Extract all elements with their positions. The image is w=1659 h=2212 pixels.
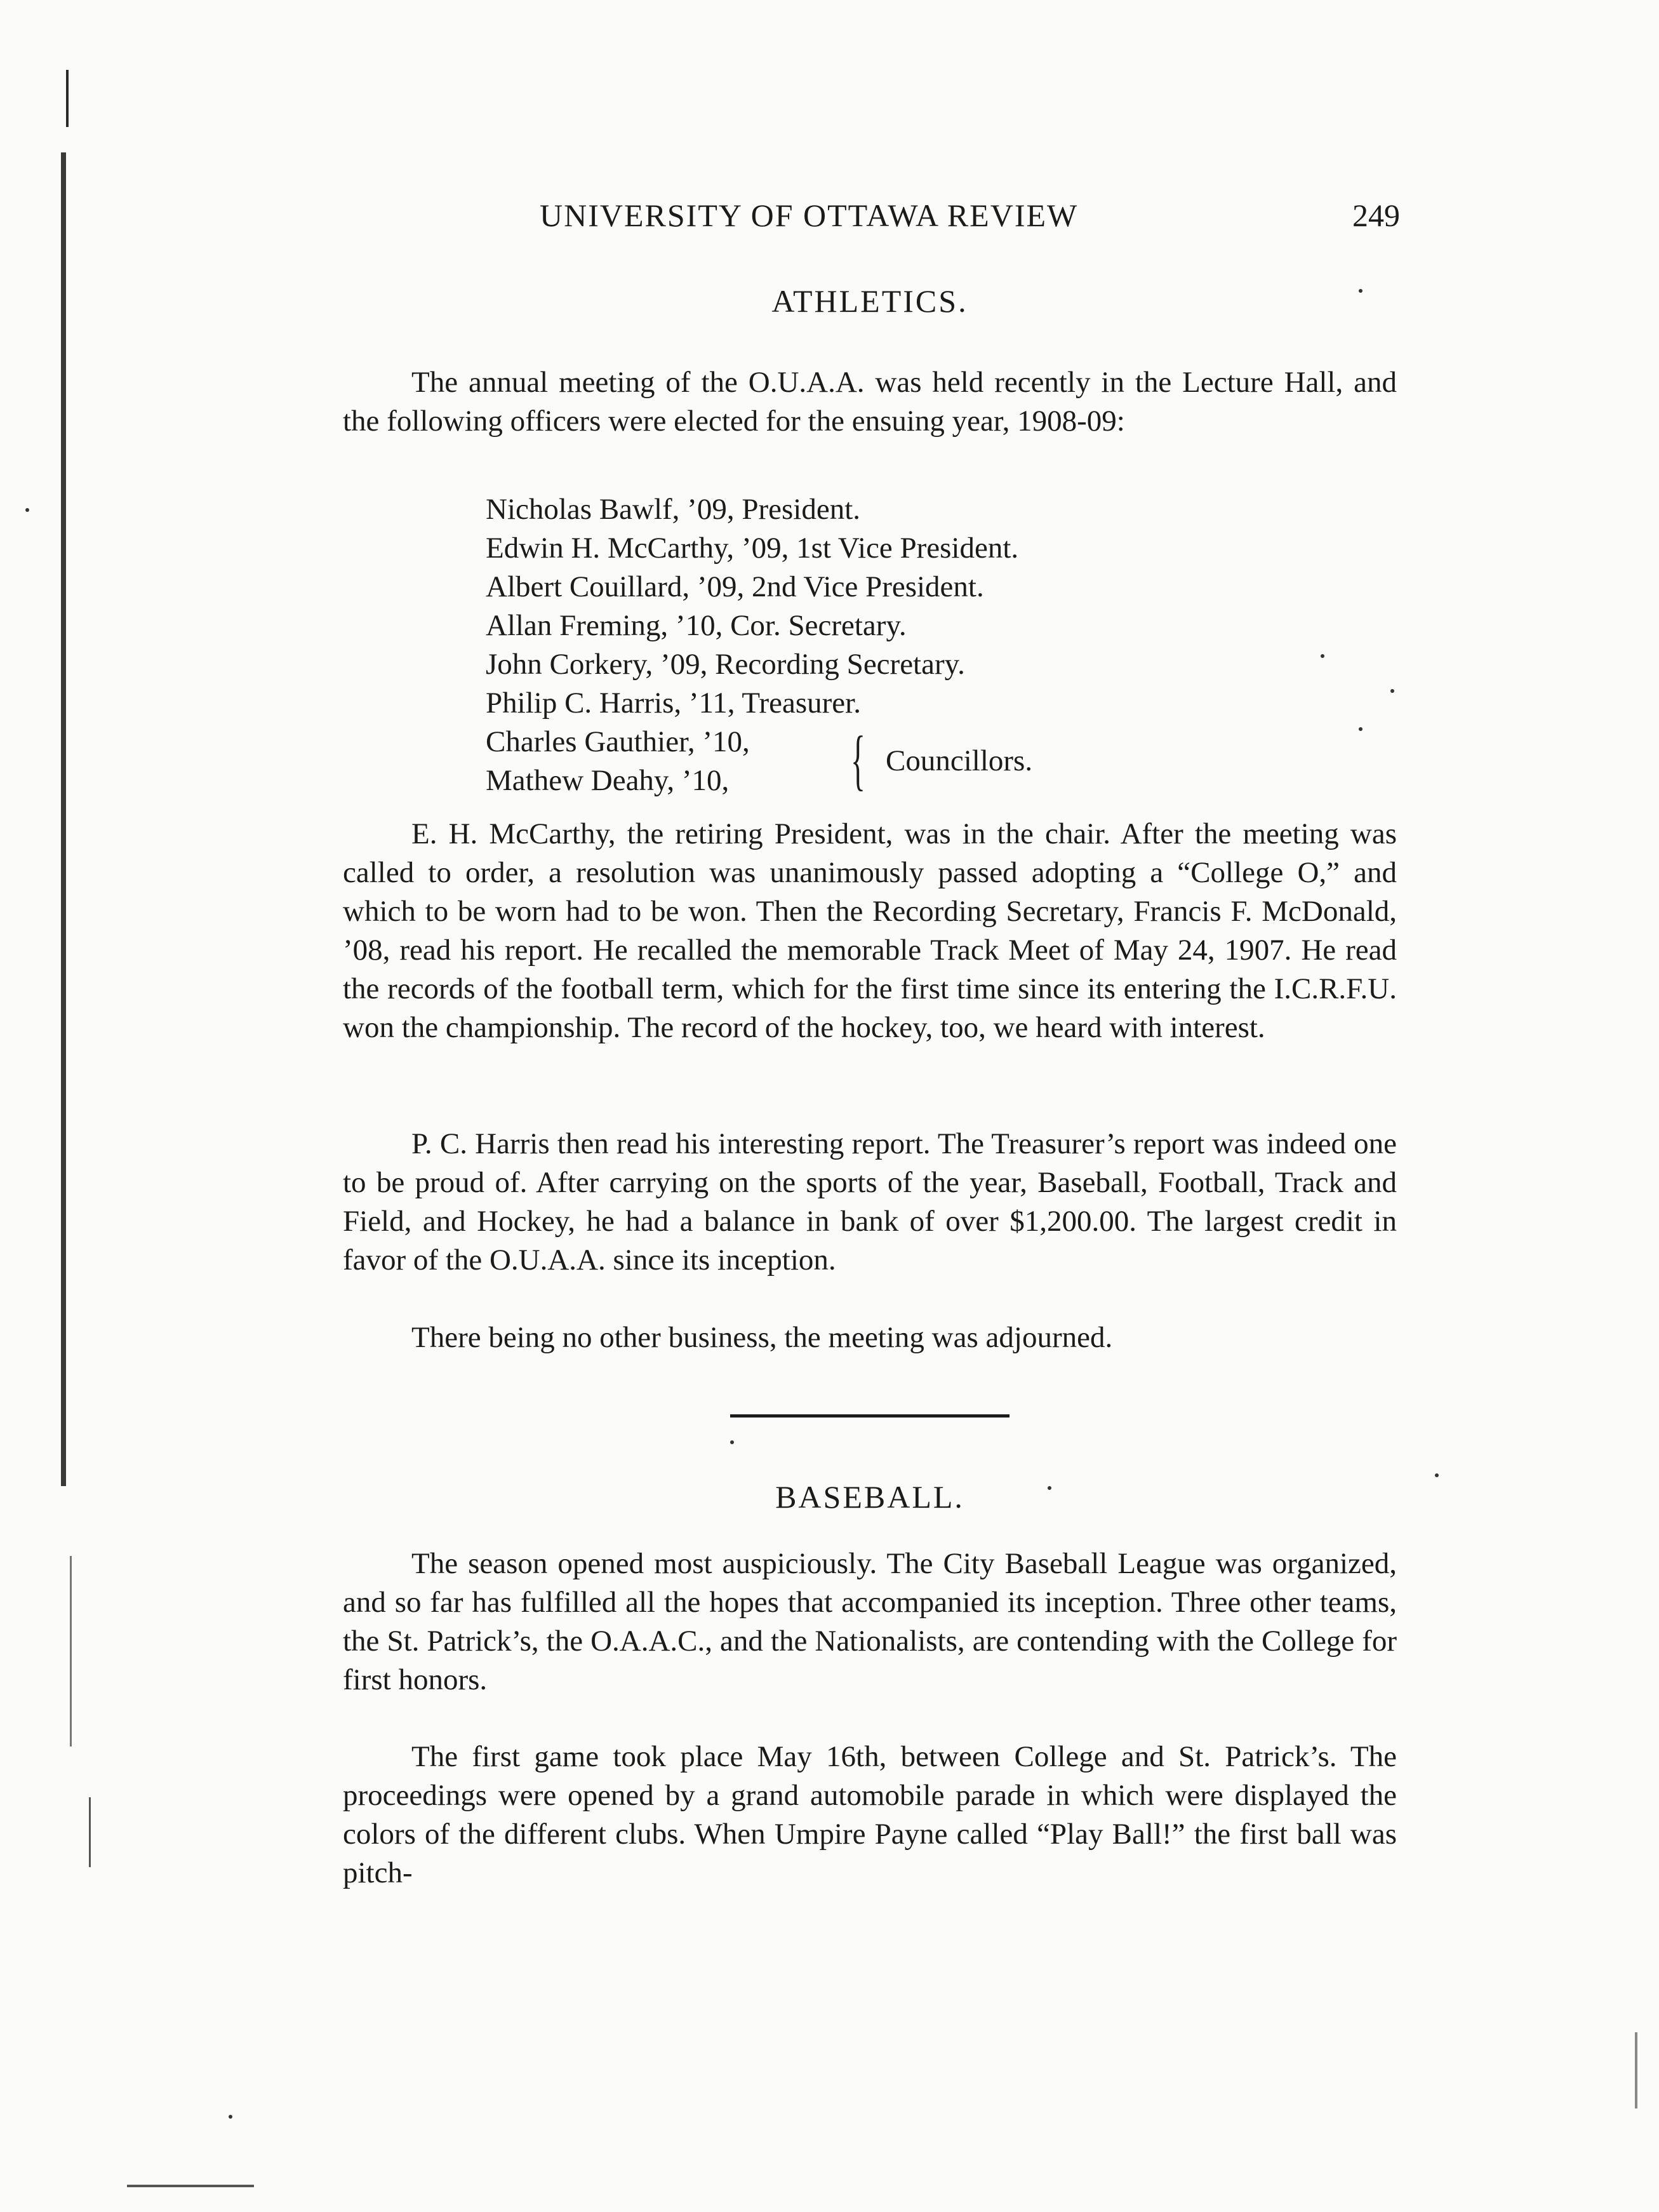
scan-edge-mark bbox=[127, 2185, 254, 2187]
officer-row: John Corkery, ’09, Recording Secretary. bbox=[486, 648, 965, 681]
scan-speck bbox=[1321, 654, 1324, 658]
athletics-paragraph: There being no other business, the meeting was adjourned. bbox=[411, 1321, 1113, 1354]
officer-row: Philip C. Harris, ’11, Treasurer. bbox=[486, 687, 861, 720]
scan-speck bbox=[25, 508, 29, 512]
scan-edge-mark bbox=[70, 1556, 72, 1746]
scan-speck bbox=[1435, 1473, 1439, 1477]
councillors-group bbox=[486, 723, 1311, 800]
officer-row: Nicholas Bawlf, ’09, President. bbox=[486, 493, 861, 526]
scan-speck bbox=[730, 1440, 734, 1444]
scan-speck bbox=[1359, 289, 1363, 293]
baseball-paragraph: The season opened most auspiciously. The City Baseball League was organized, and so far has fulfilled all the hopes that accompanied its inception. Three other teams, the St. Patrick’s, the O.A.A.C., and the Nationalists, are contending with the College for first honors. bbox=[343, 1547, 1397, 1696]
scan-speck bbox=[1048, 1486, 1051, 1490]
scan-edge-mark bbox=[66, 70, 69, 127]
athletics-intro-paragraph: The annual meeting of the O.U.A.A. was held recently in the Lecture Hall, and the following officers were elected for the ensuing year, 1908-09: bbox=[343, 366, 1397, 438]
officer-row: Allan Freming, ’10, Cor. Secretary. bbox=[486, 609, 907, 642]
scan-speck bbox=[229, 2115, 232, 2119]
scan-speck bbox=[1390, 689, 1394, 693]
councillors-brace: { bbox=[851, 723, 865, 797]
scan-edge-mark bbox=[1635, 2032, 1637, 2108]
officer-row: Albert Couillard, ’09, 2nd Vice President. bbox=[486, 570, 984, 603]
running-header: UNIVERSITY OF OTTAWA REVIEW bbox=[540, 198, 1079, 233]
scan-edge-mark bbox=[61, 152, 66, 1486]
baseball-paragraph: The first game took place May 16th, between College and St. Patrick’s. The proceedings were opened by a grand automobile parade in which were displayed the colors of the different clubs. When Umpire Payne called “Play Ball!” the first ball was pitch- bbox=[343, 1740, 1397, 1889]
officers-list bbox=[486, 490, 1311, 800]
athletics-paragraph: E. H. McCarthy, the retiring President, was in the chair. After the meeting was called to order, a resolution was unanimously passed adopting a “College O,” and which to be worn had to be won. Then the Recording Secretary, Francis F. McDonald, ’08, read his report. He recalled the memorable Track Meet of May 24, 1907. He read the records of the football term, which for the first time since its entering the I.C.R.F.U. won the championship. The record of the hockey, too, we heard with interest. bbox=[343, 817, 1397, 1044]
scan-speck bbox=[1359, 727, 1363, 731]
section-heading-baseball: BASEBALL. bbox=[775, 1479, 964, 1515]
councillors-role: Councillors. bbox=[886, 744, 1033, 777]
councillor-name: Charles Gauthier, ’10, bbox=[486, 725, 750, 758]
scan-edge-mark bbox=[89, 1797, 91, 1867]
councillor-name: Mathew Deahy, ’10, bbox=[486, 764, 730, 797]
page-number: 249 bbox=[1352, 198, 1400, 233]
section-divider bbox=[730, 1414, 1009, 1418]
officer-row: Edwin H. McCarthy, ’09, 1st Vice President. bbox=[486, 532, 1019, 565]
athletics-paragraph: P. C. Harris then read his interesting report. The Treasurer’s report was indeed one to be proud of. After carrying on the sports of the year, Baseball, Football, Track and Field, and Hockey, he had a balance in bank of over $1,200.00. The largest credit in favor of the O.U.A.A. since its inception. bbox=[343, 1127, 1397, 1277]
section-heading-athletics: ATHLETICS. bbox=[771, 283, 968, 319]
